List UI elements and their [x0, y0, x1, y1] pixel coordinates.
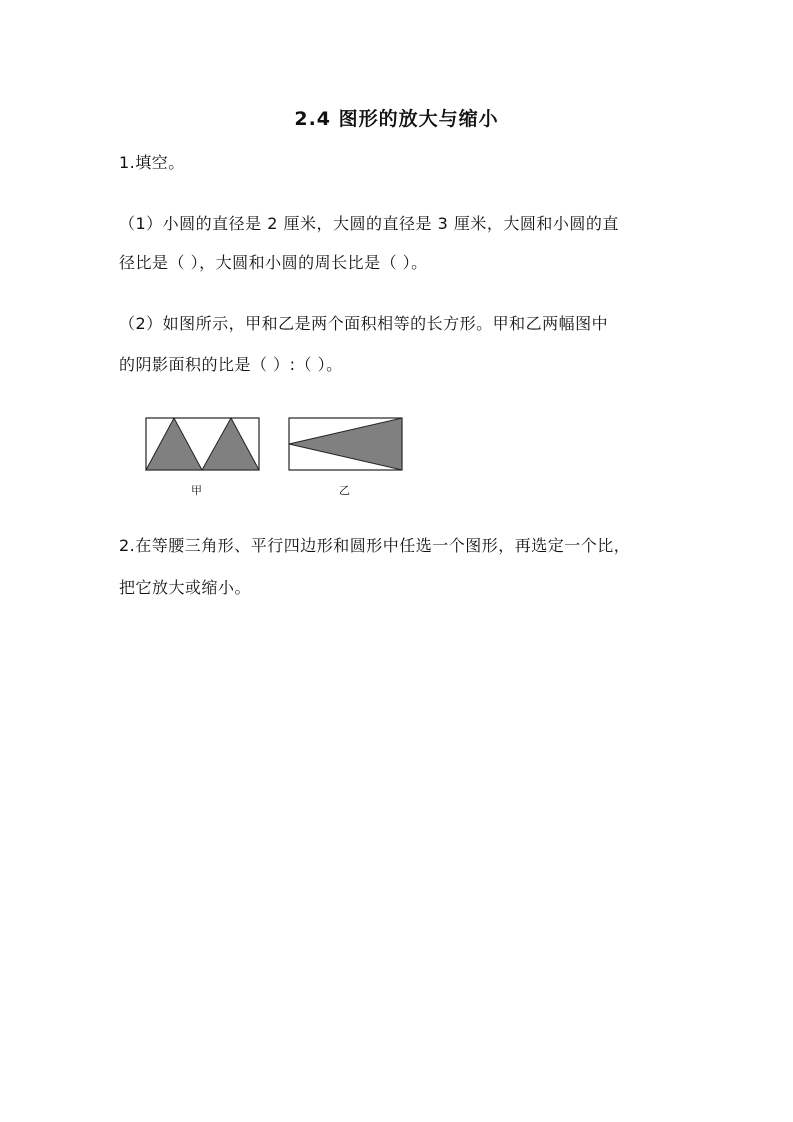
- figure-label-jia: 甲: [191, 484, 202, 497]
- rectangle-yi: [289, 418, 402, 470]
- question-2-line-2: 的阴影面积的比是（ ）:（ ）。: [119, 355, 343, 374]
- question-1-line-1: （1）小圆的直径是 2 厘米，大圆的直径是 3 厘米，大圆和小圆的直: [119, 214, 619, 233]
- section-1-heading: 1.填空。: [119, 153, 185, 172]
- question-1-line-2: 径比是（ ），大圆和小圆的周长比是（ ）。: [119, 253, 428, 272]
- question-2-line-1: （2）如图所示，甲和乙是两个面积相等的长方形。甲和乙两幅图中: [119, 314, 609, 333]
- figure-label-yi: 乙: [339, 484, 350, 497]
- page-title: 2.4 图形的放大与缩小: [294, 108, 499, 130]
- question-2-section-line-1: 2.在等腰三角形、平行四边形和圆形中任选一个图形，再选定一个比，: [119, 536, 631, 555]
- area-comparison-figure: [140, 410, 410, 474]
- question-2-section-line-2: 把它放大或缩小。: [119, 578, 252, 597]
- rectangle-jia: [146, 418, 259, 470]
